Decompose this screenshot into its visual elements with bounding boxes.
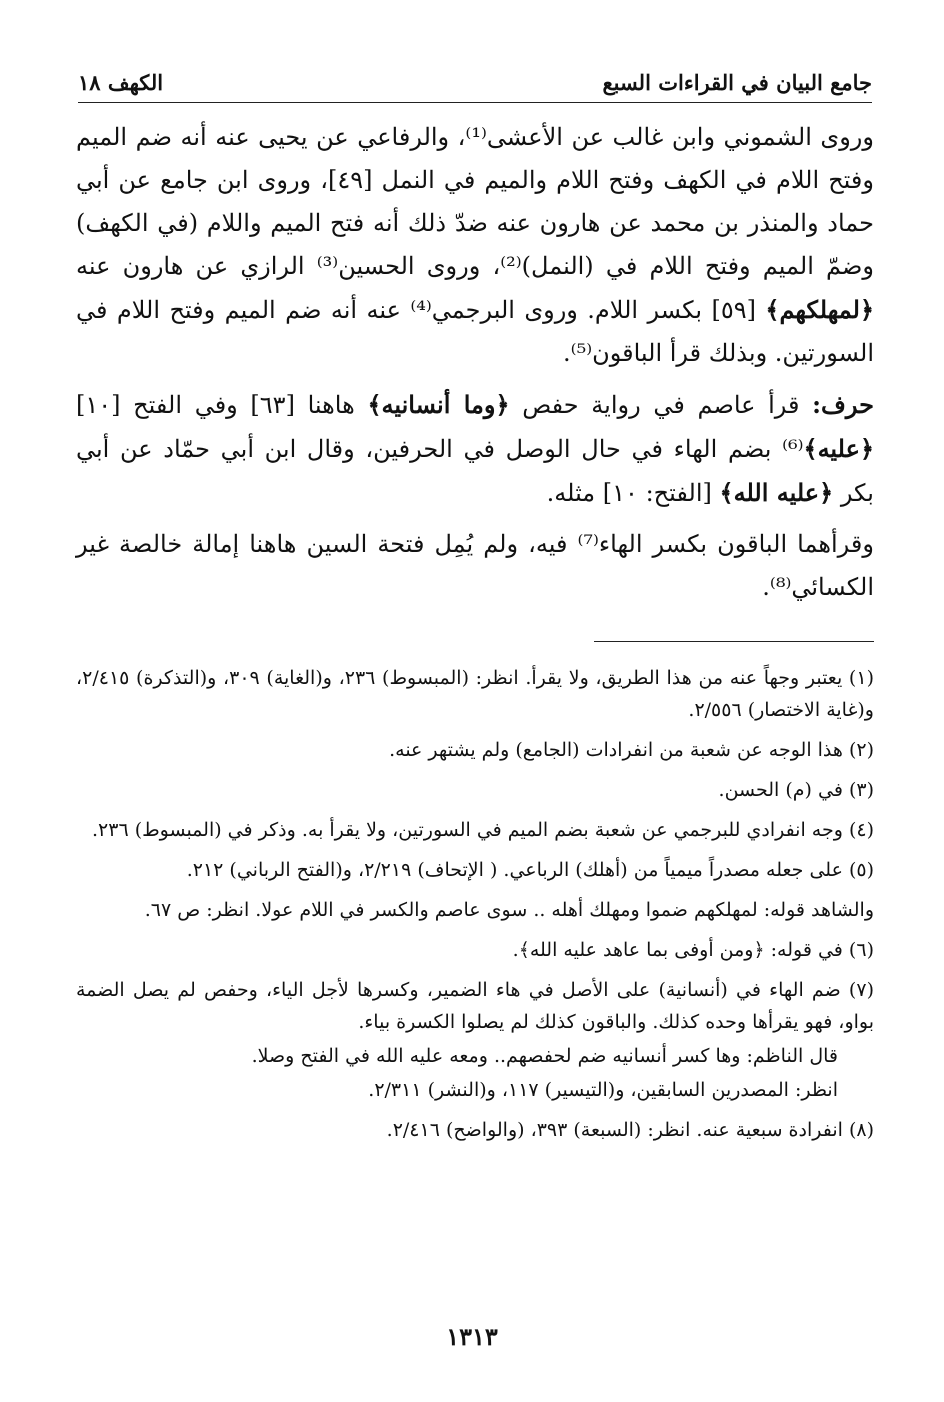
footnote-3: (٣) في (م) الحسن. bbox=[718, 779, 874, 801]
book-title: جامع البيان في القراءات السبع bbox=[602, 69, 872, 95]
quran-word-lamuhlikihim: ﴿لمهلكهم﴾ bbox=[765, 295, 874, 324]
paragraph-3: وقرأهما الباقون بكسر الهاء⁽⁷⁾ فيه، ولم يُمِل فتحة السين هاهنا إمالة خالصة غير الكسائي⁽⁸⁾. bbox=[76, 530, 874, 601]
main-text bbox=[76, 116, 874, 617]
footnote-7-refs: انظر: المصدرين السابقين، و(التيسير) ١١٧، و(النشر) ٢/٣١١. bbox=[368, 1079, 838, 1101]
footnote-6: (٦) في قوله: ﴿ومن أوفى بما عاهد عليه الله﴾. bbox=[512, 939, 874, 961]
footnote-2: (٢) هذا الوجه عن شعبة من انفرادات (الجامع) ولم يشتهر عنه. bbox=[389, 739, 874, 761]
footnote-4: (٤) وجه انفرادي للبرجمي عن شعبة بضم الميم في السورتين، ولا يقرأ به. وذكر في (المبسوط) ٢٣٦. bbox=[91, 819, 874, 841]
paragraph-2 bbox=[76, 383, 874, 515]
paragraph-2-text-b: هاهنا [٦٣] وفي الفتح [١٠] bbox=[76, 391, 355, 419]
paragraph-1 bbox=[76, 116, 874, 375]
harf-label: حرف: bbox=[812, 390, 874, 419]
footnote-8: (٨) انفرادة سبعية عنه. انظر: (السبعة) ٣٩٣، (والواضح) ٢/٤١٦. bbox=[386, 1119, 874, 1141]
paragraph-1-text: وروى الشموني وابن غالب عن الأعشى⁽¹⁾، والرفاعي عن يحيى عنه أنه ضم الميم وفتح اللام في الكهف وفتح اللام والميم في النمل [٤٩]، وروى ابن جامع عن أبي حماد والمنذر بن محمد عن هارون عنه ضدّ ذلك أنه فتح الميم واللام (في الكهف) وضمّ الميم وفتح اللام في (النمل)⁽²⁾، وروى الحسين⁽³⁾ الرازي عن هارون عنه bbox=[76, 123, 874, 280]
page-number: ١٣١٣ bbox=[446, 1322, 498, 1351]
footnotes bbox=[76, 662, 874, 1154]
footnote-5-verse: والشاهد قوله: لمهلكهم ضموا ومهلك أهله .. سوى عاصم والكسر في اللام عولا. انظر: ص ٦٧. bbox=[144, 899, 874, 921]
footnote-7-verse: قال الناظم: وها كسر أنسانيه ضم لحفصهم.. ومعه عليه الله في الفتح وصلا. bbox=[251, 1045, 838, 1067]
footnote-5: (٥) على جعله مصدراً ميمياً من (أهلك) الرباعي. ( الإتحاف) ٢/٢١٩، و(الفتح الرباني) ٢١٢. bbox=[186, 859, 874, 881]
quran-word-ansanihu: ﴿وما أنسانيه﴾ bbox=[367, 390, 510, 419]
footnote-7: (٧) ضم الهاء في (أنسانية) على الأصل في هاء الضمير، وكسرها لأجل الياء، وحفص لم يصل الضمة بواو، فهو يقرأها وحده كذلك. والباقون كذلك لم يصلوا الكسرة بياء. bbox=[76, 979, 874, 1033]
footnote-separator bbox=[594, 641, 874, 642]
paragraph-2-text-c: ⁽⁶⁾ بضم الهاء في حال الوصل في الحرفين، وقال ابن أبي حمّاد عن أبي بكر bbox=[76, 435, 874, 507]
quran-word-alayhu: ﴿عليه﴾ bbox=[803, 434, 874, 463]
surah-reference: الكهف ١٨ bbox=[78, 69, 164, 95]
paragraph-2-text-a: قرأ عاصم في رواية حفص bbox=[522, 391, 800, 419]
paragraph-1-text-b: [٥٩] بكسر اللام. وروى البرجمي⁽⁴⁾ عنه أنه ضم الميم وفتح اللام في السورتين. وبذلك قرأ الباقون⁽⁵⁾. bbox=[76, 296, 874, 367]
paragraph-2-text-d: [الفتح: ١٠] مثله. bbox=[546, 479, 712, 507]
running-header bbox=[78, 62, 872, 103]
footnote-1: (١) يعتبر وجهاً عنه من هذا الطريق، ولا يقرأ. انظر: (المبسوط) ٢٣٦، و(الغاية) ٣٠٩، و(التذكرة) ٢/٤١٥، و(غاية الاختصار) ٢/٥٥٦. bbox=[76, 667, 874, 721]
quran-word-alayhu-allah: ﴿عليه الله﴾ bbox=[719, 478, 834, 507]
